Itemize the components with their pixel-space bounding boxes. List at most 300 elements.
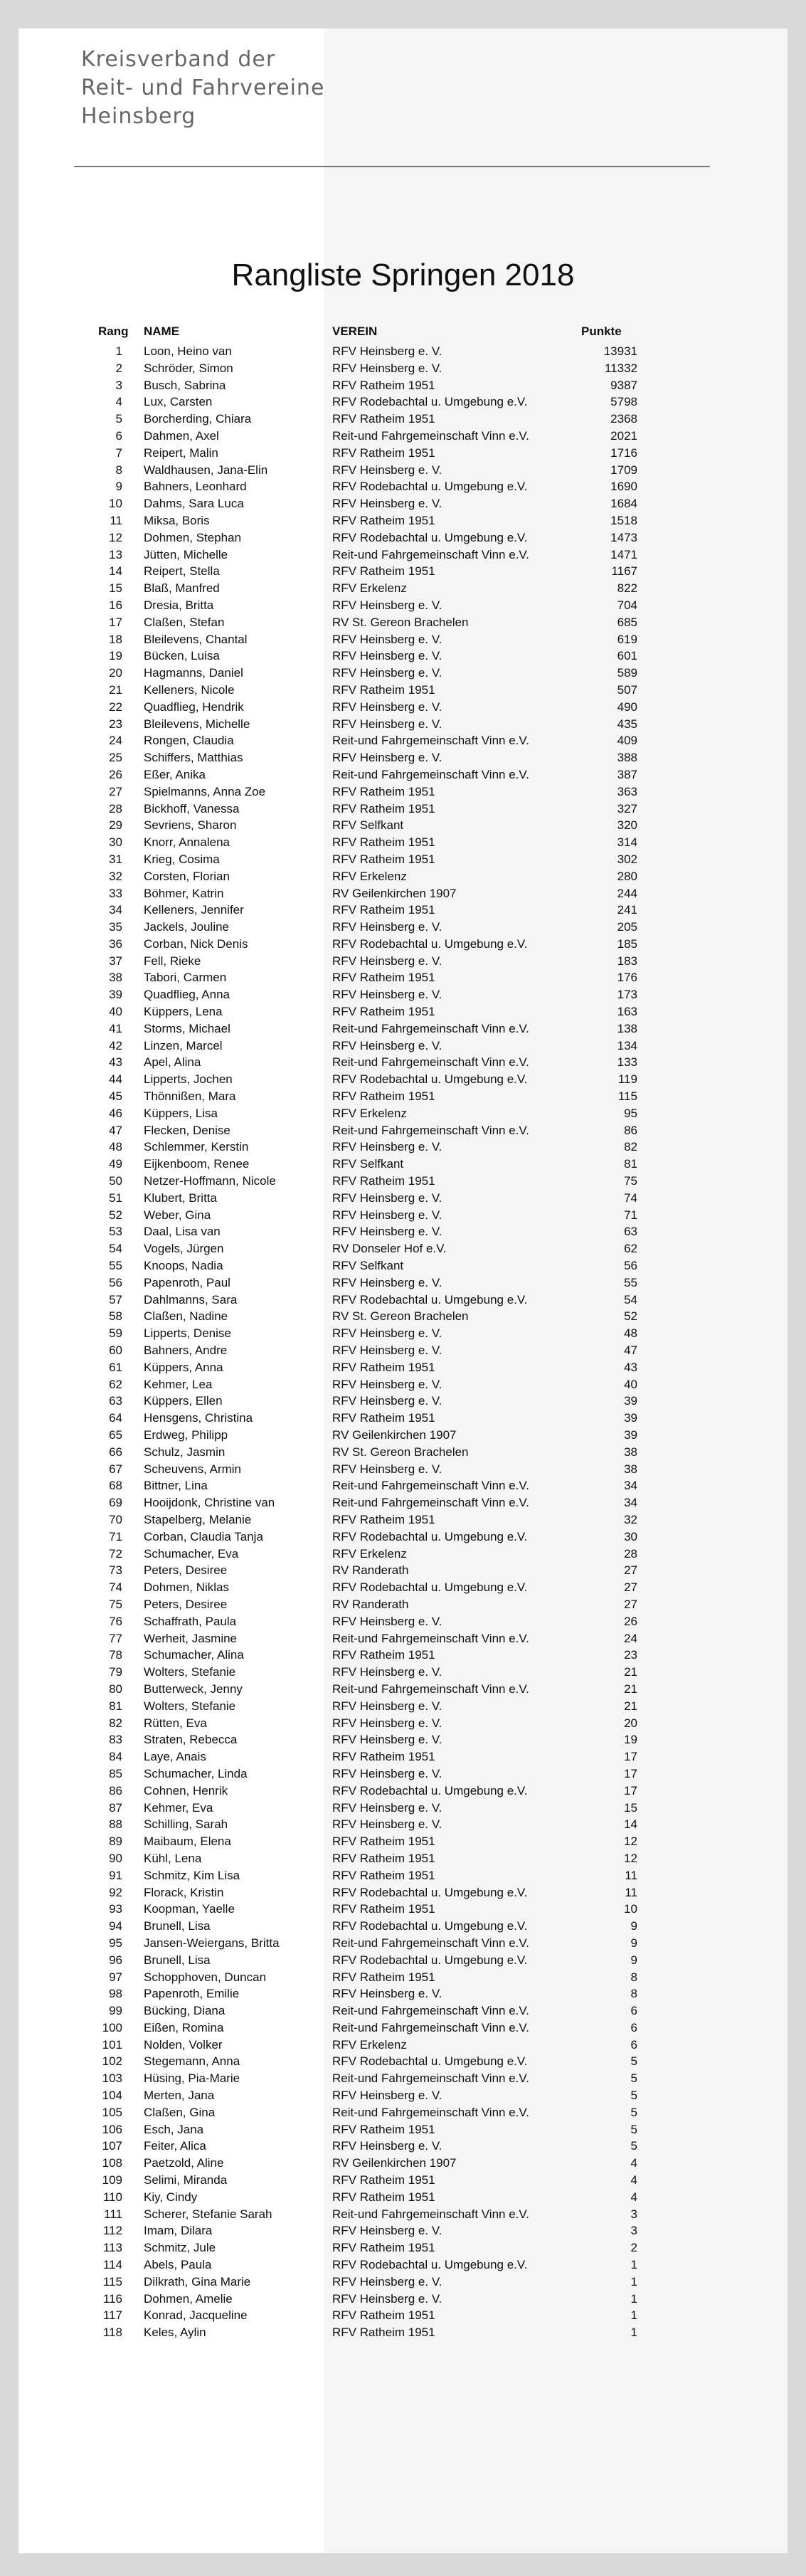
name-cell: Klubert, Britta [144, 1191, 217, 1205]
points-cell: 47 [624, 1344, 637, 1358]
name-cell: Paetzold, Aline [144, 2156, 224, 2170]
name-cell: Thönnißen, Mara [144, 1089, 236, 1104]
club-cell: RV Donseler Hof e.V. [332, 1242, 447, 1256]
rank-cell: 108 [102, 2156, 122, 2170]
rank-cell: 11 [110, 513, 122, 527]
name-cell: Hüsing, Pia-Marie [144, 2071, 240, 2086]
club-cell: RFV Heinsberg e. V. [332, 1766, 442, 1780]
name-cell: Konrad, Jacqueline [144, 2308, 248, 2323]
club-cell: RFV Heinsberg e. V. [332, 1716, 442, 1730]
rank-cell: 19 [109, 649, 122, 663]
table-row [18, 2189, 788, 2206]
points-cell: 822 [617, 581, 637, 596]
table-row [18, 1884, 788, 1901]
points-cell: 133 [617, 1055, 637, 1070]
points-cell: 173 [617, 988, 637, 1002]
name-cell: Wolters, Stefanie [144, 1699, 236, 1713]
points-cell: 302 [617, 852, 637, 866]
name-cell: Jansen-Weiergans, Britta [144, 1936, 280, 1950]
table-row [18, 1850, 788, 1867]
name-cell: Bleilevens, Michelle [144, 717, 250, 731]
club-cell: RFV Ratheim 1951 [332, 378, 435, 392]
rank-cell: 37 [109, 954, 122, 968]
header-line-2: Reit- und Fahrvereine [81, 75, 325, 100]
rank-cell: 41 [109, 1021, 122, 1035]
club-cell: RFV Rodebachtal u. Umgebung e.V. [332, 1885, 528, 1899]
rank-cell: 20 [109, 666, 122, 680]
points-cell: 163 [617, 1005, 637, 1019]
club-cell: RFV Heinsberg e. V. [332, 1665, 442, 1679]
points-cell: 48 [624, 1326, 637, 1341]
club-cell: RFV Ratheim 1951 [332, 2190, 435, 2204]
rank-cell: 73 [109, 1563, 122, 1578]
rank-cell: 66 [109, 1445, 122, 1459]
ranking-sheet [18, 28, 788, 2553]
rank-cell: 29 [109, 818, 122, 833]
points-cell: 17 [624, 1766, 637, 1780]
rank-cell: 36 [109, 936, 122, 951]
rank-cell: 71 [109, 1529, 122, 1543]
table-row [18, 1918, 788, 1935]
club-cell: RFV Ratheim 1951 [332, 1902, 435, 1916]
points-cell: 82 [624, 1140, 637, 1154]
club-cell: RFV Ratheim 1951 [332, 564, 435, 579]
header-divider [74, 166, 710, 167]
club-cell: RFV Ratheim 1951 [332, 2308, 435, 2323]
table-row [18, 2087, 788, 2104]
table-row [18, 1511, 788, 1529]
name-cell: Busch, Sabrina [144, 378, 226, 392]
name-cell: Nolden, Volker [144, 2037, 223, 2052]
club-cell: RFV Heinsberg e. V. [332, 1208, 442, 1222]
rank-cell: 81 [109, 1699, 122, 1713]
table-row [18, 953, 788, 970]
name-cell: Reipert, Stella [144, 564, 220, 579]
points-cell: 39 [624, 1394, 637, 1408]
rank-cell: 101 [102, 2037, 122, 2052]
name-cell: Bickhoff, Vanessa [144, 801, 240, 815]
club-cell: RFV Heinsberg e. V. [332, 666, 442, 680]
points-cell: 11 [625, 1868, 637, 1882]
table-row [18, 1681, 788, 1698]
points-cell: 619 [617, 632, 637, 646]
name-cell: Eßer, Anika [144, 767, 206, 781]
points-cell: 27 [624, 1580, 637, 1595]
club-cell: RFV Heinsberg e. V. [332, 700, 442, 714]
table-row [18, 817, 788, 834]
points-cell: 23 [624, 1648, 637, 1662]
table-row [18, 563, 788, 580]
rank-cell: 76 [109, 1614, 122, 1628]
club-cell: RFV Ratheim 1951 [332, 1512, 435, 1526]
points-cell: 1471 [610, 547, 637, 561]
rank-cell: 17 [109, 615, 122, 629]
name-cell: Kühl, Lena [144, 1851, 202, 1865]
rank-cell: 58 [109, 1309, 122, 1324]
rank-cell: 30 [109, 835, 122, 850]
club-cell: RFV Heinsberg e. V. [332, 1225, 442, 1239]
rank-cell: 116 [102, 2291, 122, 2306]
table-row [18, 1308, 788, 1325]
points-cell: 38 [624, 1462, 637, 1476]
points-cell: 81 [624, 1157, 637, 1171]
table-row [18, 2307, 788, 2324]
rank-cell: 57 [109, 1292, 122, 1307]
rank-cell: 34 [109, 903, 122, 917]
club-cell: Reit-und Fahrgemeinschaft Vinn e.V. [332, 2004, 529, 2018]
club-cell: RFV Ratheim 1951 [332, 513, 435, 527]
table-row [18, 2053, 788, 2070]
table-row [18, 1969, 788, 1986]
club-cell: Reit-und Fahrgemeinschaft Vinn e.V. [332, 2020, 529, 2034]
name-cell: Schilling, Sarah [144, 1817, 228, 1832]
rank-cell: 118 [102, 2326, 122, 2340]
name-cell: Schröder, Simon [144, 361, 233, 375]
name-cell: Küppers, Anna [144, 1360, 223, 1374]
name-cell: Brunell, Lisa [144, 1919, 211, 1933]
points-cell: 314 [617, 835, 637, 850]
table-row [18, 1985, 788, 2002]
club-cell: RFV Heinsberg e. V. [332, 920, 442, 934]
name-cell: Linzen, Marcel [144, 1038, 223, 1052]
points-cell: 13931 [603, 344, 637, 358]
rank-cell: 85 [109, 1766, 122, 1780]
club-cell: RFV Ratheim 1951 [332, 903, 435, 917]
club-cell: RFV Heinsberg e. V. [332, 1344, 442, 1358]
name-cell: Straten, Rebecca [144, 1733, 238, 1747]
points-cell: 1684 [610, 497, 637, 511]
rank-cell: 18 [109, 632, 122, 646]
points-cell: 24 [624, 1631, 637, 1645]
rank-cell: 13 [109, 547, 122, 561]
club-cell: RFV Ratheim 1951 [332, 1835, 435, 1849]
name-cell: Eijkenboom, Renee [144, 1157, 250, 1171]
table-row [18, 360, 788, 377]
table-row [18, 1190, 788, 1207]
name-cell: Dahlmanns, Sara [144, 1292, 238, 1307]
name-cell: Böhmer, Katrin [144, 886, 224, 900]
rank-cell: 65 [109, 1428, 122, 1442]
points-cell: 1 [630, 2258, 637, 2272]
points-cell: 2 [630, 2241, 637, 2255]
name-cell: Reipert, Malin [144, 445, 218, 460]
points-cell: 20 [624, 1716, 637, 1730]
rank-cell: 84 [109, 1750, 122, 1764]
rank-cell: 1 [115, 344, 122, 358]
points-cell: 119 [617, 1072, 637, 1087]
points-cell: 8 [630, 1970, 637, 1984]
club-cell: Reit-und Fahrgemeinschaft Vinn e.V. [332, 547, 529, 561]
points-cell: 12 [624, 1835, 637, 1849]
points-cell: 4 [630, 2173, 637, 2187]
name-cell: Stapelberg, Melanie [144, 1512, 252, 1526]
name-cell: Wolters, Stefanie [144, 1665, 236, 1679]
club-cell: RFV Rodebachtal u. Umgebung e.V. [332, 2258, 528, 2272]
name-cell: Claßen, Nadine [144, 1309, 228, 1324]
table-row [18, 394, 788, 411]
club-cell: RFV Ratheim 1951 [332, 801, 435, 815]
table-row [18, 2037, 788, 2054]
club-cell: RFV Heinsberg e. V. [332, 497, 442, 511]
name-cell: Quadflieg, Hendrik [144, 700, 244, 714]
name-cell: Küppers, Ellen [144, 1394, 223, 1408]
rank-cell: 77 [109, 1631, 122, 1645]
club-cell: RFV Ratheim 1951 [332, 2173, 435, 2187]
points-cell: 71 [624, 1208, 637, 1222]
table-row [18, 1477, 788, 1494]
club-cell: Reit-und Fahrgemeinschaft Vinn e.V. [332, 1479, 529, 1493]
name-cell: Brunell, Lisa [144, 1953, 211, 1967]
rank-cell: 45 [109, 1089, 122, 1104]
points-cell: 490 [617, 700, 637, 714]
table-row [18, 1122, 788, 1139]
rank-cell: 103 [102, 2071, 122, 2086]
rank-cell: 106 [102, 2122, 122, 2136]
name-cell: Butterweck, Jenny [144, 1682, 243, 1696]
table-row [18, 1139, 788, 1156]
name-cell: Krieg, Cosima [144, 852, 220, 866]
points-cell: 27 [624, 1563, 637, 1578]
name-cell: Kelleners, Jennifer [144, 903, 244, 917]
club-cell: Reit-und Fahrgemeinschaft Vinn e.V. [332, 1682, 529, 1696]
name-cell: Kiy, Cindy [144, 2190, 198, 2204]
points-cell: 12 [624, 1851, 637, 1865]
club-cell: RV Randerath [332, 1563, 409, 1578]
name-cell: Borcherding, Chiara [144, 412, 252, 426]
table-row [18, 1901, 788, 1918]
points-cell: 17 [624, 1783, 637, 1798]
rank-cell: 24 [109, 734, 122, 748]
table-row [18, 969, 788, 986]
club-cell: RFV Rodebachtal u. Umgebung e.V. [332, 480, 528, 494]
table-row [18, 834, 788, 851]
club-cell: RFV Heinsberg e. V. [332, 2291, 442, 2306]
club-cell: Reit-und Fahrgemeinschaft Vinn e.V. [332, 767, 529, 781]
points-cell: 54 [624, 1292, 637, 1307]
club-cell: RFV Heinsberg e. V. [332, 1377, 442, 1391]
points-cell: 589 [617, 666, 637, 680]
club-cell: RFV Heinsberg e. V. [332, 2274, 442, 2289]
points-cell: 1 [630, 2326, 637, 2340]
club-cell: RV St. Gereon Brachelen [332, 1309, 469, 1324]
club-cell: RFV Ratheim 1951 [332, 835, 435, 850]
name-cell: Netzer-Hoffmann, Nicole [144, 1174, 276, 1188]
table-row [18, 411, 788, 428]
table-row [18, 1325, 788, 1342]
points-cell: 21 [624, 1665, 637, 1679]
club-cell: Reit-und Fahrgemeinschaft Vinn e.V. [332, 428, 529, 443]
column-header-club: VEREIN [332, 324, 378, 338]
table-row [18, 1816, 788, 1833]
table-row [18, 885, 788, 902]
table-row [18, 1579, 788, 1596]
points-cell: 27 [624, 1597, 637, 1611]
name-cell: Jackels, Jouline [144, 920, 230, 934]
table-row [18, 2070, 788, 2087]
rank-cell: 79 [109, 1665, 122, 1679]
name-cell: Hagmanns, Daniel [144, 666, 243, 680]
rank-cell: 94 [109, 1919, 122, 1933]
column-header-rank: Rang [98, 324, 129, 338]
rank-cell: 97 [109, 1970, 122, 1984]
points-cell: 9387 [610, 378, 637, 392]
name-cell: Blaß, Manfred [144, 581, 220, 596]
club-cell: RFV Erkelenz [332, 1546, 407, 1561]
points-cell: 409 [617, 734, 637, 748]
table-row [18, 2256, 788, 2274]
club-cell: RFV Selfkant [332, 1157, 404, 1171]
name-cell: Merten, Jana [144, 2089, 215, 2103]
rank-cell: 91 [109, 1868, 122, 1882]
table-row [18, 631, 788, 648]
club-cell: RV Randerath [332, 1597, 409, 1611]
points-cell: 39 [624, 1411, 637, 1425]
club-cell: RFV Ratheim 1951 [332, 1174, 435, 1188]
club-cell: Reit-und Fahrgemeinschaft Vinn e.V. [332, 1631, 529, 1645]
name-cell: Schiffers, Matthias [144, 751, 243, 765]
table-row [18, 2291, 788, 2308]
club-cell: RFV Ratheim 1951 [332, 682, 435, 697]
points-cell: 39 [624, 1428, 637, 1442]
points-cell: 387 [617, 767, 637, 781]
points-cell: 115 [617, 1089, 637, 1104]
name-cell: Knorr, Annalena [144, 835, 230, 850]
name-cell: Dresia, Britta [144, 598, 214, 612]
points-cell: 5 [630, 2139, 637, 2153]
table-row [18, 1054, 788, 1071]
name-cell: Schumacher, Eva [144, 1546, 239, 1561]
club-cell: RFV Ratheim 1951 [332, 971, 435, 985]
rank-cell: 69 [109, 1496, 122, 1510]
rank-cell: 82 [109, 1716, 122, 1730]
rank-cell: 117 [102, 2308, 122, 2323]
table-row [18, 1494, 788, 1511]
name-cell: Cohnen, Henrik [144, 1783, 228, 1798]
club-cell: RFV Erkelenz [332, 1106, 407, 1120]
points-cell: 1 [630, 2291, 637, 2306]
name-cell: Schopphoven, Duncan [144, 1970, 267, 1984]
points-cell: 241 [617, 903, 637, 917]
points-cell: 34 [624, 1479, 637, 1493]
table-row [18, 749, 788, 766]
rank-cell: 26 [109, 767, 122, 781]
name-cell: Dahms, Sara Luca [144, 497, 244, 511]
name-cell: Erdweg, Philipp [144, 1428, 228, 1442]
table-row [18, 512, 788, 529]
table-row [18, 1731, 788, 1748]
rank-cell: 114 [102, 2258, 122, 2272]
table-row [18, 2172, 788, 2189]
name-cell: Dohmen, Niklas [144, 1580, 229, 1595]
club-cell: Reit-und Fahrgemeinschaft Vinn e.V. [332, 1055, 529, 1070]
name-cell: Bücking, Diana [144, 2004, 226, 2018]
rank-cell: 102 [102, 2054, 122, 2069]
table-row [18, 1038, 788, 1055]
points-cell: 704 [617, 598, 637, 612]
points-cell: 280 [617, 869, 637, 883]
club-cell: RFV Heinsberg e. V. [332, 1191, 442, 1205]
points-cell: 1716 [610, 445, 637, 460]
association-header [81, 46, 324, 131]
club-cell: RFV Ratheim 1951 [332, 1005, 435, 1019]
name-cell: Bittner, Lina [144, 1479, 208, 1493]
table-row [18, 1393, 788, 1410]
points-cell: 1709 [610, 463, 637, 477]
rank-cell: 75 [109, 1597, 122, 1611]
club-cell: RFV Rodebachtal u. Umgebung e.V. [332, 2054, 528, 2069]
name-cell: Florack, Kristin [144, 1885, 224, 1899]
name-cell: Weber, Gina [144, 1208, 211, 1222]
name-cell: Rütten, Eva [144, 1716, 207, 1730]
club-cell: RV Geilenkirchen 1907 [332, 2156, 457, 2170]
name-cell: Imam, Dilara [144, 2224, 213, 2238]
points-cell: 4 [630, 2156, 637, 2170]
points-cell: 185 [617, 936, 637, 951]
club-cell: RFV Heinsberg e. V. [332, 1800, 442, 1815]
club-cell: RFV Heinsberg e. V. [332, 598, 442, 612]
points-cell: 9 [630, 1936, 637, 1950]
name-cell: Maibaum, Elena [144, 1835, 231, 1849]
points-cell: 9 [630, 1953, 637, 1967]
club-cell: RFV Erkelenz [332, 2037, 407, 2052]
club-cell: RFV Heinsberg e. V. [332, 632, 442, 646]
name-cell: Hooijdonk, Christine van [144, 1496, 275, 1510]
club-cell: RV Geilenkirchen 1907 [332, 886, 457, 900]
rank-cell: 63 [109, 1394, 122, 1408]
table-row [18, 1427, 788, 1444]
name-cell: Jütten, Michelle [144, 547, 228, 561]
name-cell: Schaffrath, Paula [144, 1614, 237, 1628]
club-cell: RFV Ratheim 1951 [332, 2326, 435, 2340]
points-cell: 5 [630, 2054, 637, 2069]
points-cell: 1167 [611, 564, 637, 579]
club-cell: RFV Heinsberg e. V. [332, 954, 442, 968]
club-cell: RFV Ratheim 1951 [332, 1648, 435, 1662]
table-row [18, 1003, 788, 1020]
name-cell: Scheuvens, Armin [144, 1462, 242, 1476]
rank-cell: 115 [102, 2274, 122, 2289]
club-cell: RFV Ratheim 1951 [332, 1970, 435, 1984]
name-cell: Knoops, Nadia [144, 1259, 223, 1273]
club-cell: RFV Ratheim 1951 [332, 1868, 435, 1882]
club-cell: RFV Ratheim 1951 [332, 445, 435, 460]
club-cell: RFV Ratheim 1951 [332, 1089, 435, 1104]
name-cell: Waldhausen, Jana-Elin [144, 463, 268, 477]
table-row [18, 1935, 788, 1952]
name-cell: Rongen, Claudia [144, 734, 234, 748]
header-line-1: Kreisverband der [81, 47, 276, 72]
table-row [18, 1156, 788, 1173]
rank-cell: 31 [109, 852, 122, 866]
table-row [18, 1207, 788, 1224]
rank-cell: 96 [109, 1953, 122, 1967]
table-row [18, 716, 788, 733]
club-cell: Reit-und Fahrgemeinschaft Vinn e.V. [332, 2105, 529, 2119]
table-row [18, 1342, 788, 1359]
rank-cell: 25 [109, 751, 122, 765]
table-row [18, 682, 788, 699]
club-cell: RFV Heinsberg e. V. [332, 1326, 442, 1341]
table-row [18, 1020, 788, 1038]
rank-cell: 39 [109, 988, 122, 1002]
club-cell: RFV Ratheim 1951 [332, 852, 435, 866]
column-header-points: Punkte [581, 324, 622, 338]
rank-cell: 90 [109, 1851, 122, 1865]
table-row [18, 1257, 788, 1274]
name-cell: Werheit, Jasmine [144, 1631, 238, 1645]
rank-cell: 14 [109, 564, 122, 579]
club-cell: RFV Rodebachtal u. Umgebung e.V. [332, 1529, 528, 1543]
